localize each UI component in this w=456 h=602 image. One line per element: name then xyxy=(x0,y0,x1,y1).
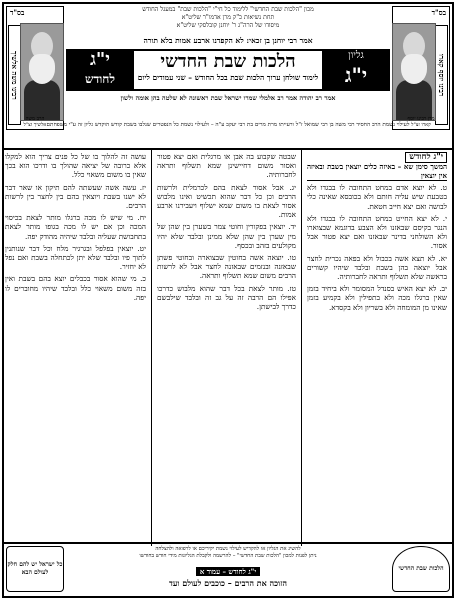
halacha-paragraph: טו. יוצאה אשה בחוטין שבצוארה ובחוטי פשתן שבאזנה ובנזמים שבאזנה לחצר אבל לא לרשות הרבים משום שמא תשלוף ותראה. xyxy=(157,253,296,281)
rabbi-photo xyxy=(392,23,436,121)
portrait-side-label: רבינו יוסף קארו xyxy=(435,25,448,125)
title-box xyxy=(132,49,324,91)
halacha-paragraph: שבטה שקבוע בה אבן או מרגלית ואם יצא פטור ואסור משום דחיישינן שמא תשלוף ותראה לחברותיה. xyxy=(157,152,296,180)
masthead-top-lines xyxy=(64,6,392,30)
halacha-paragraph: יד. יוצאין בפקורין וחוטי צמר בשערן בין שהן של מין שערן בין שהן שלא ממינן ובלבד שלא יהיו מקולעים בזהב ובכסף. xyxy=(157,222,296,250)
halacha-paragraph: י. לא יצא החייט במחט התחובה לו בבגדו ולא הנגר בקיסם שבאזנו ולא הצבע בדוגמא שבצוארו ולא השולחני בדינר שבאזנו ואם יצא פטור אבל אסור. xyxy=(307,213,447,251)
portrait-caption: הרב משה אלשיך זצ"ל xyxy=(23,116,47,128)
day-number: י"ג xyxy=(89,49,111,70)
halacha-paragraph: יב. לא יצא האיש בסנדל המסומר ולא ביחיד בזמן שאין ברגלו מכה ולא בתפילין ולא בקמיע בזמן שאינו מן המומחה ולא בשריון ולא בקסדא. xyxy=(307,284,447,312)
issue-number: י"ג xyxy=(344,63,368,87)
page-subtitle: לימוד שולחן ערוך הלכות שבת בכל החודש – שני עמודים ליום xyxy=(137,73,319,82)
halacha-paragraph: ט. לא יוצא אדם במחט התחובה לו בבגדו ולא בטבעת שיש עליה חותם ולא בכובסא שאינה כלי לבושה ואם יצא חייב חטאת. xyxy=(307,183,447,211)
footer-center xyxy=(68,546,388,592)
masthead-line: מיסודו של הרה"ג ר' יוחנן קובלסקי שליט"א xyxy=(176,22,280,29)
day-label: לחודש xyxy=(84,72,116,86)
halacha-paragraph: טז. מותר לצאת בכל דבר שהוא מלבוש כדרכו אפילו הם הרבה זה על גב זה ובלבד שילבשם כדרך לבישתן. xyxy=(157,283,296,312)
footer-logo-right: הלכות שבת החדשי xyxy=(392,546,450,592)
masthead-line: מכון "הלכות שבת החדשי" ללימוד כל חי"י "הלכות שבת" במעגל החודש xyxy=(142,6,314,13)
footer-motto: הזוכה את הרבים – כוכבים לעולם ועד xyxy=(169,578,287,589)
masthead-subline: אמר רב יהודה אמר רב אלמלי שמרו ישראל שבת ראשונה לא שלטה בהן אומה ולשון xyxy=(120,94,336,102)
footer-logo-left: כל ישראל יש להם חלק לעולם הבא xyxy=(6,546,64,592)
section-subheading: המשך סימן שא – באיזה כלים יוצאין בשבת ובאיזה אין יוצאין xyxy=(307,162,447,180)
column-right xyxy=(301,150,452,546)
halacha-paragraph: כ. מי שהוא אסור בכבלים יוצא בהם בשבת ואין בזה משום משאוי כלל ובלבד שיהיו מחוברים לו יפה. xyxy=(5,274,146,302)
content-columns xyxy=(4,150,452,546)
halacha-paragraph: יא. לא תצא אשה בכבול ולא בפאה נכרית לחצר אבל יוצאה בהן בשבת ובלבד שיהיו קשורים בראשה שלא תשלוף ותראה לחברותיה. xyxy=(307,253,447,282)
day-box xyxy=(70,49,130,91)
page-title: הלכות שבת החדשי xyxy=(160,51,296,72)
title-banner xyxy=(66,49,390,91)
bsd-label: בס"ד xyxy=(10,8,25,17)
halacha-paragraph: יז. עשה אשה שעשתה להם תיקון או שאר דבר לא ישנו בשבת ויוצאין בהם בין לחצר בין לרשות הרבים. xyxy=(5,182,146,211)
bsd-label: בס"ד xyxy=(431,8,446,17)
column-middle xyxy=(151,150,301,546)
footer-fine-print: ניתן לפנות למכון "הלכות שבת החדשי" – להרשמה ולקבלת הגליונות מידי חודש בחודשו xyxy=(139,552,317,559)
portrait-side-label: רבינו משה אלשיך xyxy=(8,25,21,125)
column-left xyxy=(2,150,151,546)
footer-fine-print: להשיג את הגליון או להקדיש לעילוי נשמת יקיריכם או לרפואה ולהצלחה xyxy=(155,546,301,552)
halacha-paragraph: יג. אבל אסור לצאת בהם לכרמלית ולרשות הרבים וכן כל דבר שהוא תכשיט ואינו מלבוש אסור לצאת בו משום שמא ישלוף ויעבירנו ארבע אמות. xyxy=(157,182,296,220)
halacha-paragraph: יט. יוצאין בפלפל ובגרגיר מלח וכל דבר שנותנין לתוך פיו ובלבד שלא יתן לכתחלה בשבת ואם נפל לא יחזיר. xyxy=(5,243,146,272)
rabbi-portrait-right xyxy=(392,6,450,130)
masthead-line: תחת נשיאות כ"ק מרן אדמו"ר שליט"א xyxy=(181,14,275,21)
dedication-text: לעילוי נשמת הרב החסיד רבי משה בן רבי שמואל ז"ל ורעייתו מרת מרים בת רבי יעקב ע"ה – ולעילוי נשמת כל הנפטרים שנלבו בשבת קודש הוקדש גליון זה ע"י משפחתם xyxy=(46,122,410,128)
portrait-caption: מרן רבינו יוסף קארו זצ"ל xyxy=(407,116,435,128)
rabbi-portrait-left xyxy=(6,6,64,130)
newsletter-page xyxy=(2,2,454,598)
masthead xyxy=(4,4,452,150)
issue-box xyxy=(326,49,386,91)
masthead-quote: אמר רבי יוחנן בן זכאי: לא הקפדנו ארבע אמות בלא תורה xyxy=(143,36,313,45)
halacha-paragraph: עושה זה להלוך בו של כל פנים צריך הוא למקלו אלא כרובה של יציאה שהולך בו ודרכו הוא בכך שאין בו משום משאוי כלל. xyxy=(5,152,146,180)
footer xyxy=(4,542,452,596)
column-heading: י"ג לחודש xyxy=(405,152,447,163)
rabbi-photo xyxy=(20,23,64,121)
page-tag: י"ג לחודש – עמוד א xyxy=(196,567,260,576)
halacha-paragraph: יח. מי שיש לו מכה ברגלו מותר לצאת בכיסוי המכה וכן אם יש לו מכה בגופו מותר לצאת בתחבושת שעליה ובלבד שיהיה מהודק יפה. xyxy=(5,213,146,241)
issue-label: גליון xyxy=(348,50,364,61)
